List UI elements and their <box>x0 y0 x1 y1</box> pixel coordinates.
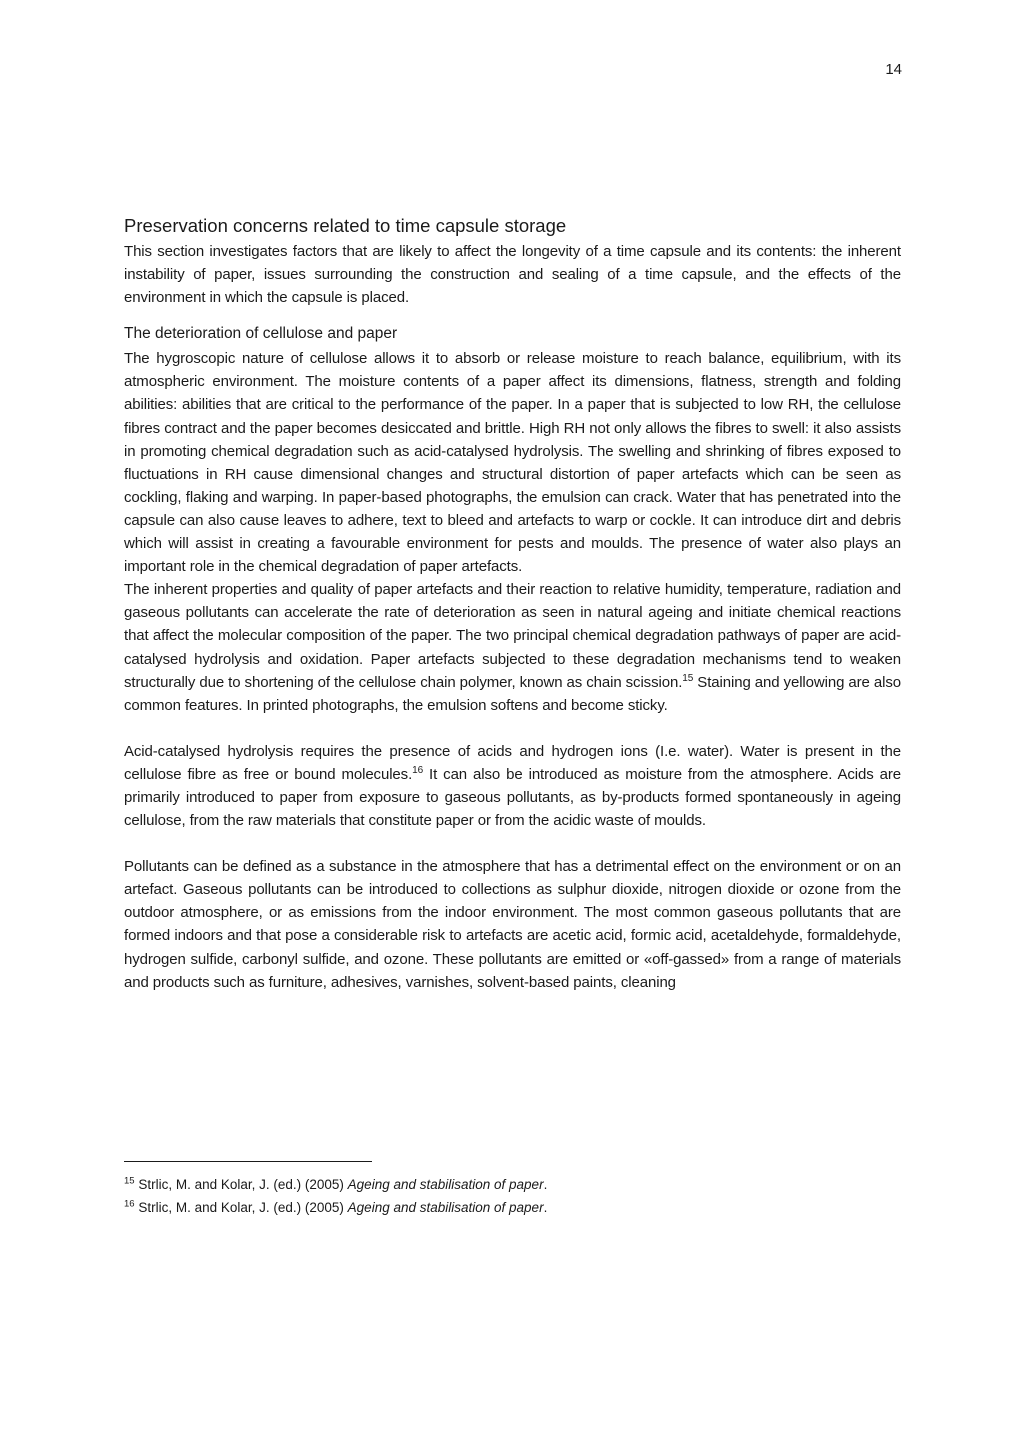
footnote-title: Ageing and stabilisation of paper <box>347 1199 544 1215</box>
paragraph-acid-hydrolysis <box>124 740 901 832</box>
footnote-reference[interactable]: 15 <box>682 672 694 684</box>
footnote-text: Strlic, M. and Kolar, J. (ed.) (2005) <box>134 1199 348 1215</box>
footnote-text: Strlic, M. and Kolar, J. (ed.) (2005) <box>134 1177 348 1192</box>
footnote-end: . <box>543 1199 548 1215</box>
paragraph-text: Acid-catalysed hydrolysis requires the presence of acids and hydrogen ions (I.e. water). Water is present in the cellulose fibre as free or bound molecules. <box>124 742 901 783</box>
footnote-number: 15 <box>124 1175 135 1187</box>
paragraph-inherent-properties <box>124 578 901 717</box>
footnote-16 <box>124 1197 901 1220</box>
paragraph-text: It can also be introduced as moisture from the atmosphere. Acids are primarily introduced to paper from exposure to gaseous pollutants, as by-products formed spontaneously in ageing cellulose, from the raw materials that constitute paper or from the acidic waste of moulds. <box>124 765 901 830</box>
subsection-heading: The deterioration of cellulose and paper <box>124 325 398 343</box>
section-intro-paragraph: This section investigates factors that are likely to affect the longevity of a time capsule and its contents: the inherent instability of paper, issues surrounding the construction and sealing of a time capsule, and the effects of the environment in which the capsule is placed. <box>124 243 901 307</box>
footnotes <box>124 1174 901 1219</box>
paragraph-text: The inherent properties and quality of paper artefacts and their reaction to relative humidity, temperature, radiation and gaseous pollutants can accelerate the rate of deterioration as seen in natural ageing and initiate chemical reactions that affect the molecular composition of the paper. The two principal chemical degradation pathways of paper are acid-catalysed hydrolysis and oxidation. Paper artefacts subjected to these degradation mechanisms tend to weaken structurally due to shortening of the cellulose chain polymer, known as chain scission. <box>124 581 901 691</box>
footnote-end: . <box>543 1177 548 1192</box>
paragraph-hygroscopic: The hygroscopic nature of cellulose allows it to absorb or release moisture to reach balance, equilibrium, with its atmospheric environment. The moisture contents of a paper affect its dimensions, flatness, strength and folding abilities: abilities that are critical to the performance of the paper. In a paper that is subjected to low RH, the cellulose fibres contract and the paper becomes desiccated and brittle. High RH not only allows the fibres to swell: it also assists in promoting chemical degradation such as acid-catalysed hydrolysis. The swelling and shrinking of fibres exposed to fluctuations in RH cause dimensional changes and structural distortion of paper artefacts which can be seen as cockling, flaking and warping. In paper-based photographs, the emulsion can crack. Water that has penetrated into the capsule can also cause leaves to adhere, text to bleed and artefacts to warp or cockle. It can introduce dirt and debris which will assist in creating a favourable environment for pests and moulds. The presence of water also plays an important role in the chemical degradation of paper artefacts. <box>124 350 901 576</box>
paragraph-text: Staining and yellowing are also common features. In printed photographs, the emulsion softens and become sticky. <box>124 673 901 714</box>
footnote-title: Ageing and stabilisation of paper <box>347 1177 544 1192</box>
footnote-separator <box>124 1161 372 1162</box>
footnote-15 <box>124 1174 901 1197</box>
page-number: 14 <box>885 61 902 78</box>
footnote-reference[interactable]: 16 <box>412 764 424 776</box>
section-heading: Preservation concerns related to time capsule storage <box>124 215 567 236</box>
paragraph-pollutants: Pollutants can be defined as a substance in the atmosphere that has a detrimental effect on the environment or on an artefact. Gaseous pollutants can be introduced to collections as sulphur dioxide, nitrogen dioxide or ozone from the outdoor atmosphere, or as emissions from the indoor environment. The most common gaseous pollutants that are formed indoors and that pose a considerable risk to artefacts are acetic acid, formic acid, acetaldehyde, formaldehyde, hydrogen sulfide, carbonyl sulfide, and ozone. These pollutants are emitted or «off-gassed» from a range of materials and products such as furniture, adhesives, varnishes, solvent-based paints, cleaning <box>124 858 901 991</box>
main-content <box>124 214 901 994</box>
footnote-number: 16 <box>124 1198 135 1209</box>
